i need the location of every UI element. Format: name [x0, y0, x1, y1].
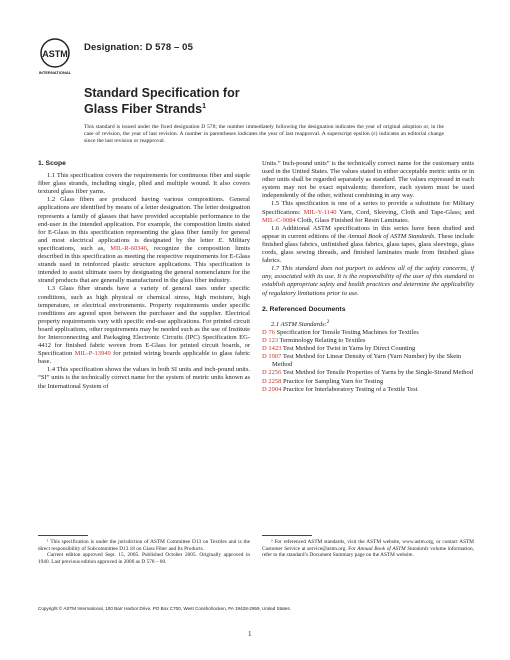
- reference-item: [262, 378, 474, 386]
- link-mil-p-13949[interactable]: MIL-P-13949: [74, 350, 111, 358]
- footnote-rule-left: [38, 535, 88, 536]
- para-1-2: 1.2 Glass fibers are produced having various compositions. General applications are identified by means of a letter designation. The letter designation represents a family of glasses that have provided acceptable performance to the end-user in the intended application. For example, the composition limits stated for E-Glass in this specification representing the glass fiber family for general and most electrical applications is designated by the letter E. Military specifications, such as, MIL-R-60346, recognize the composition limits described in this specification as meeting the respective requirements for E-Glass strands used in reinforced plastic structure applications. This specification is intended to assist ultimate users by designating the general nomenclature for the strand products that are generally manufactured in the glass fiber industry.: [38, 196, 250, 285]
- para-1-3: 1.3 Glass fiber strands have a variety of general uses under specific conditions, such as high physical or chemical stress, high moisture, high temperature, or electrical environments. Property requirements under specific conditions are agreed upon between the purchaser and the supplier. Electrical property requirements vary with specific end-use applications. For printed circuit board applications, other requirements may be needed such as the use of Institute for Interconnecting and Packaging Electronic Circuits (IPC) Specification EG-4412 for finished fabric woven from E-Glass for printed circuit boards, or Specification MIL-P-13949 for printed wiring boards applicable to glass fabric base.: [38, 285, 250, 366]
- reference-code-link[interactable]: D 1423: [262, 345, 282, 353]
- issue-note: This standard is issued under the fixed designation D 578; the number immediately following the designation indicates the year of original adoption or, in the case of revision, the year of last revision. A number in parentheses indicates the year of last reapproval. A superscript epsilon (ε) indicates an editorial change since the last revision or reapproval.: [84, 124, 444, 144]
- reference-code-link[interactable]: D 76: [262, 328, 275, 336]
- svg-text:INTERNATIONAL: INTERNATIONAL: [38, 70, 72, 75]
- footnote-rule-right: [262, 535, 312, 536]
- astm-logo: [38, 36, 72, 76]
- reference-item: [262, 329, 474, 337]
- link-mil-y-1140[interactable]: MIL-Y-1140: [303, 208, 337, 216]
- reference-title: Practice for Sampling Yarn for Testing: [282, 377, 384, 385]
- para-1-4: 1.4 This specification shows the values in both SI units and inch-pound units. “SI” units is the technically correct name for the system of metric units known as the International System of: [38, 366, 250, 390]
- refs-intro: 2.1 ASTM Standards:$^2$: [271, 318, 330, 328]
- para-1-1: 1.1 This specification covers the requirements for continuous fiber and staple fiber glass strands, including single, plied and multiple wound. It also covers textured glass fiber yarns.: [38, 172, 250, 196]
- link-mil-c-9084[interactable]: MIL-C-9084: [262, 216, 296, 224]
- left-column: [38, 160, 250, 391]
- para-1-5: 1.5 This specification is one of a series to provide a substitute for Military Specifications: MIL-Y-1140 Yarn, Cord, Sleeving, Cloth and Tape-Glass; and MIL-C-9084 Cloth, Glass Finished for Resin Laminates.: [262, 200, 474, 224]
- footnote-2: ² For referenced ASTM standards, visit the ASTM website, www.astm.org, or contact ASTM Customer Service at service@astm.org. For Annual Book of ASTM Standards volume information, refer to the standard’s Document Summary page on the ASTM website.: [262, 539, 474, 559]
- reference-item: [262, 337, 474, 345]
- svg-text:ASTM: ASTM: [42, 49, 68, 59]
- reference-item: [262, 353, 474, 369]
- section-heading-scope: 1. Scope: [38, 160, 66, 167]
- reference-title: Terminology Relating to Textiles: [279, 337, 366, 345]
- reference-title: Test Method for Twist in Yarns by Direct Counting: [282, 345, 416, 353]
- page-number: 1: [248, 630, 252, 638]
- footnote-1: ¹ This specification is under the jurisdiction of ASTM Committee D13 on Textiles and is the direct responsibility of Subcommittee D13.18 on Glass Fiber and Its Products. Current edition approved Sept. 15, 2005. Published October 2005. Originally approved in 1940. Last previous edition approved in 2000 as D 578 – 00.: [38, 539, 250, 565]
- reference-title: Test Method for Tensile Properties of Yarns by the Single-Strand Method: [282, 369, 474, 377]
- reference-item: [262, 369, 474, 377]
- reference-title: Test Method for Linear Density of Yarn (Yarn Number) by the Skein Method: [272, 353, 462, 369]
- document-title: [84, 86, 240, 116]
- para-1-4-cont: Units.” Inch-pound units” is the technically correct name for the customary units used in the United States. The values stated in either acceptable metric units or in other units shall be regarded separately as standard. The values expressed in each system may not be exact equivalents; therefore, each system must be used independently of the other, without combining in any way.: [262, 160, 474, 200]
- right-column: [262, 160, 474, 394]
- reference-code-link[interactable]: D 2258: [262, 377, 282, 385]
- title-line-2: Glass Fiber Strands$^1$: [84, 102, 207, 117]
- reference-title: Practice for Interlaboratory Testing of a Textile Test: [282, 385, 418, 393]
- reference-code-link[interactable]: D 2904: [262, 385, 282, 393]
- reference-title: Specification for Tensile Testing Machines for Textiles: [276, 328, 419, 336]
- section-heading-refs: 2. Referenced Documents: [262, 305, 346, 313]
- reference-code-link[interactable]: D 1907: [262, 353, 282, 361]
- reference-code-link[interactable]: D 2256: [262, 369, 282, 377]
- link-mil-r-60346[interactable]: MIL-R-60346: [110, 244, 148, 252]
- reference-code-link[interactable]: D 123: [262, 337, 279, 345]
- para-1-6: 1.6 Additional ASTM specifications in this series have been drafted and appear in current editions of the Annual Book of ASTM Standards. These include finished glass fabrics, unfinished glass fabrics, glass tapes, glass sleevings, glass cords, glass sewing threads, and finished laminates made from finished glass fabrics.: [262, 224, 474, 265]
- reference-list: [262, 329, 474, 394]
- copyright: Copyright © ASTM International, 100 Barr Harbor Drive, PO Box C700, West Conshohocken, PA 19428-2959, United States.: [38, 606, 291, 611]
- reference-item: [262, 386, 474, 394]
- para-1-7: 1.7 This standard does not purport to address all of the safety concerns, if any, associated with its use. It is the responsibility of the user of this standard to establish appropriate safety and health practices and determine the applicability of regulatory limitations prior to use.: [262, 265, 474, 297]
- title-line-1: Standard Specification for: [84, 86, 240, 100]
- designation: Designation: D 578 – 05: [84, 42, 193, 53]
- reference-item: [262, 345, 474, 353]
